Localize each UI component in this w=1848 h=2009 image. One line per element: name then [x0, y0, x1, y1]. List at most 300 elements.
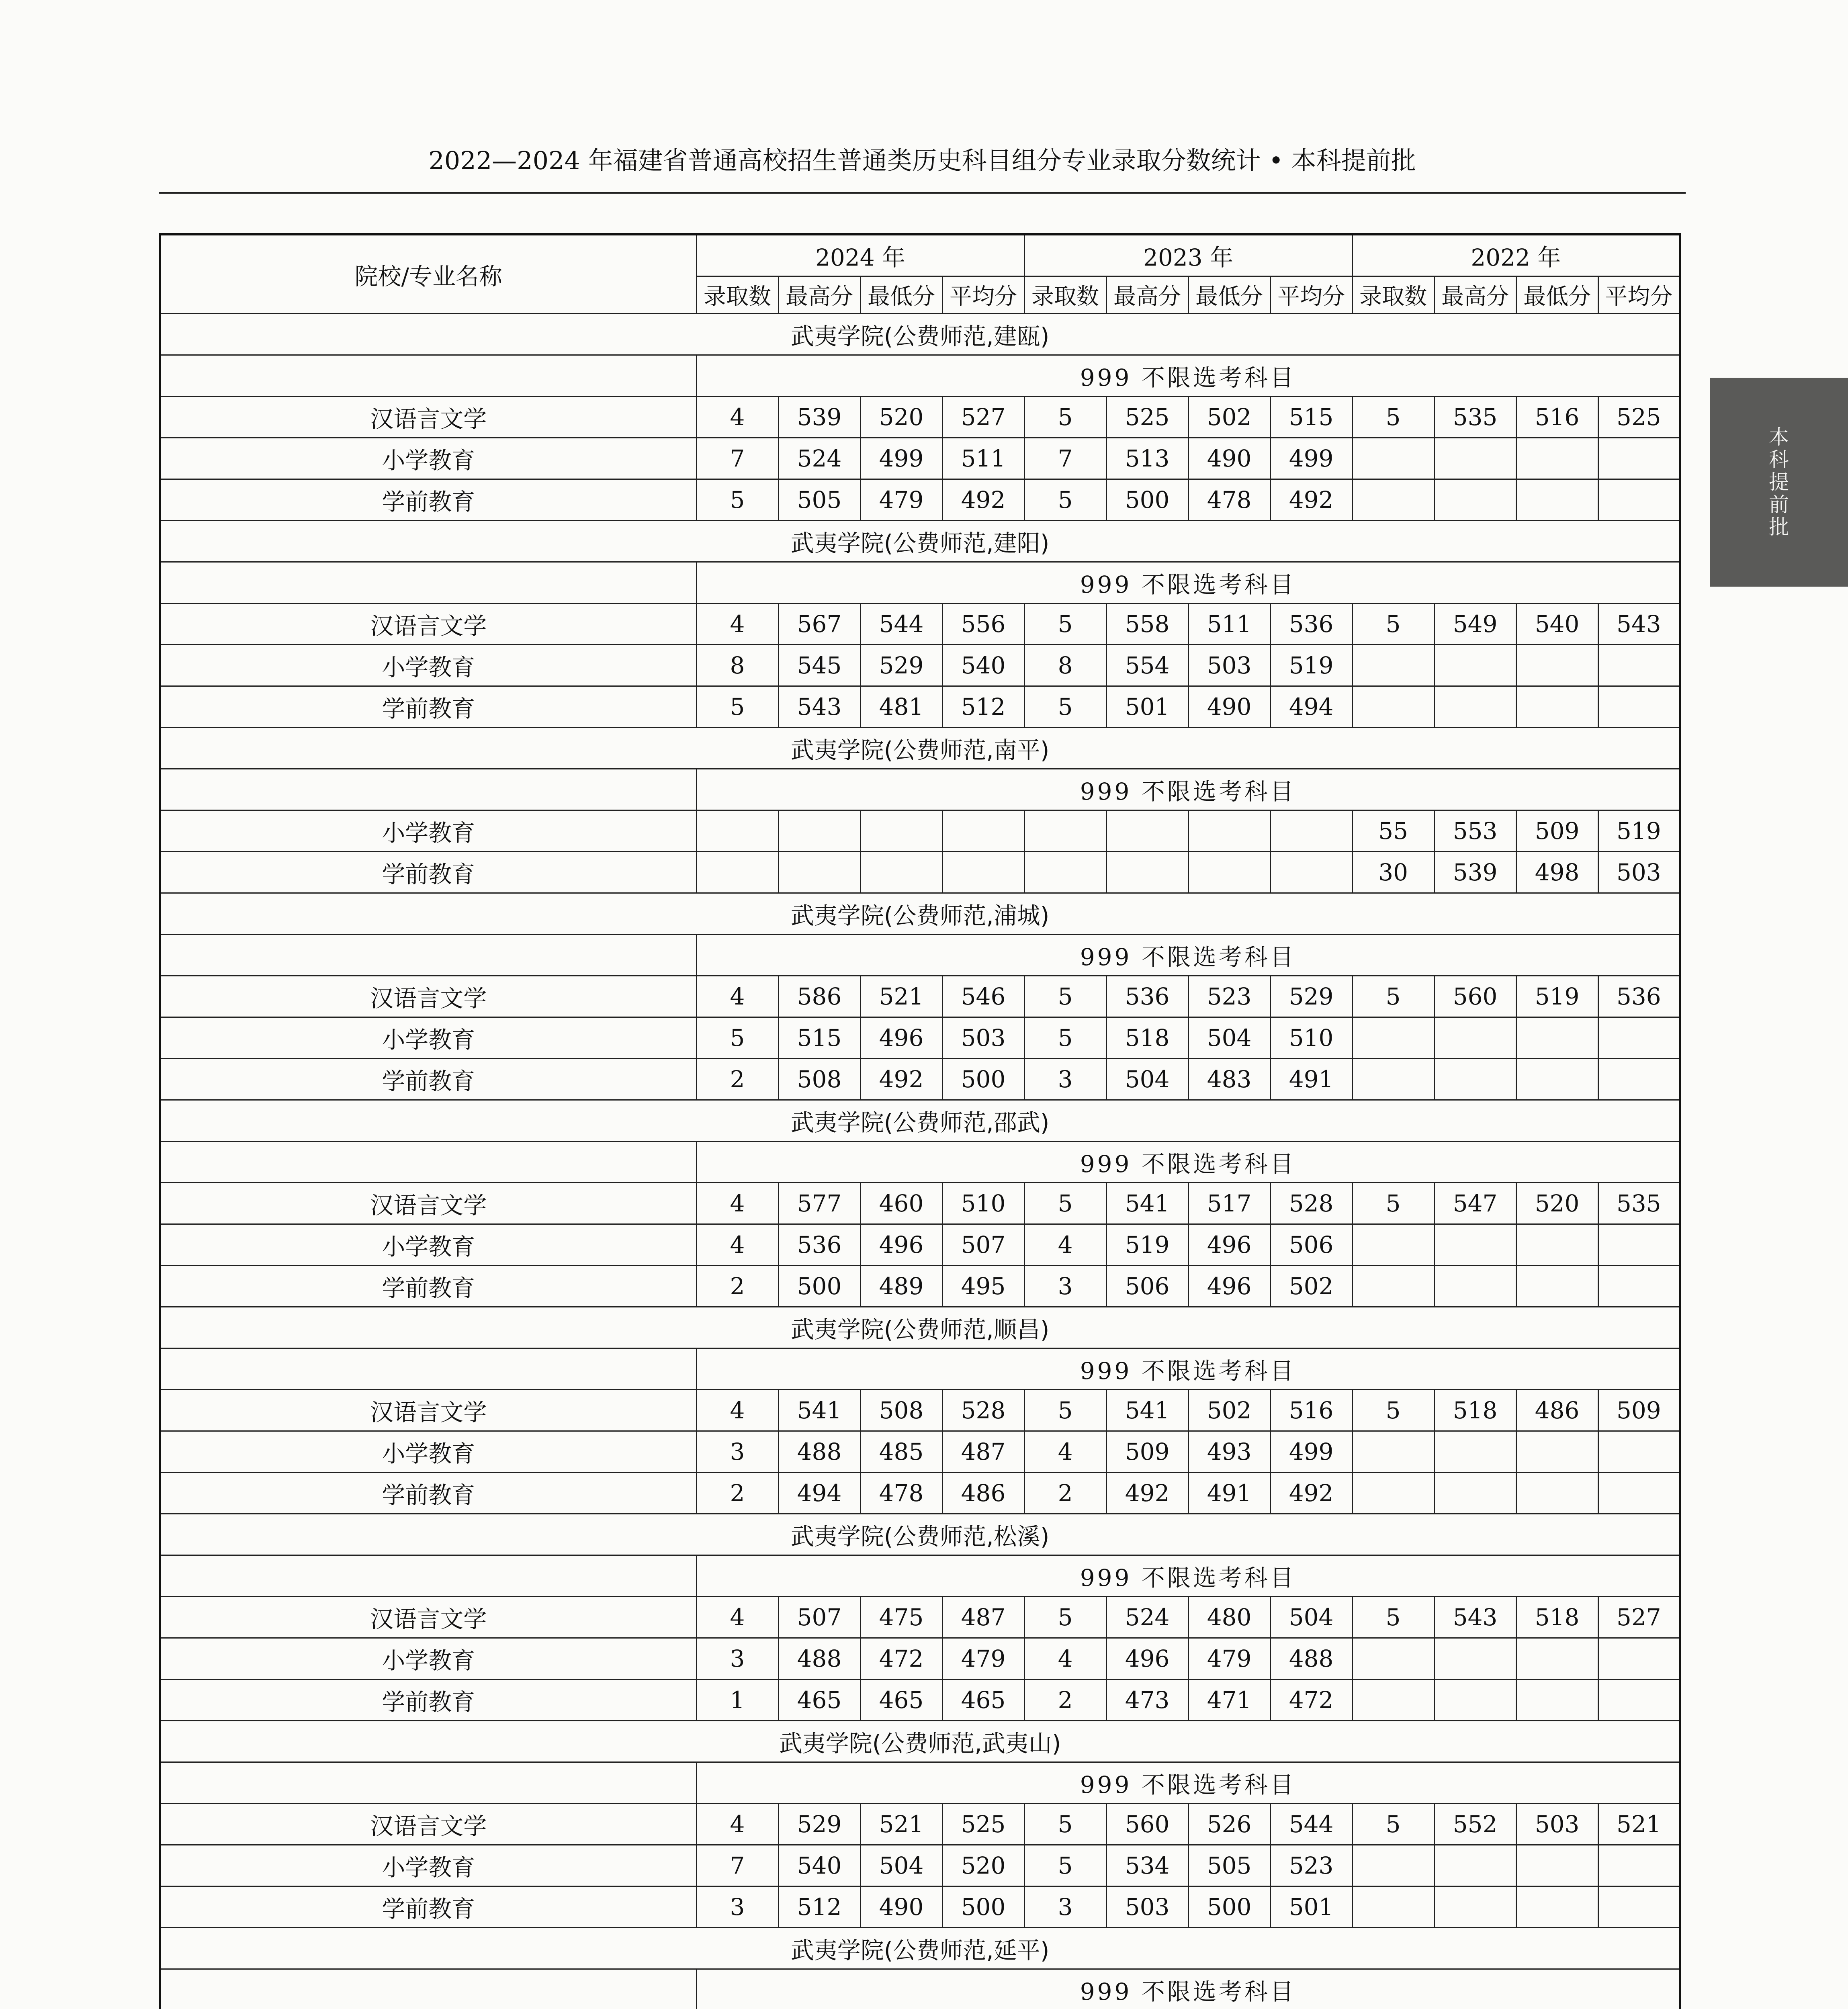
major-name: 汉语言文学 — [160, 397, 696, 438]
score-cell: 2 — [696, 1059, 778, 1100]
score-cell: 7 — [696, 1845, 778, 1886]
score-cell: 3 — [696, 1638, 778, 1680]
score-cell: 508 — [860, 1390, 942, 1431]
score-cell — [1106, 852, 1188, 893]
score-cell — [1434, 1224, 1516, 1266]
score-cell — [1516, 1886, 1598, 1928]
score-cell: 528 — [1270, 1183, 1352, 1224]
major-name: 学前教育 — [160, 1266, 696, 1307]
score-cell: 3 — [696, 1886, 778, 1928]
score-cell: 536 — [778, 1224, 860, 1266]
score-cell: 510 — [942, 1183, 1024, 1224]
score-cell: 5 — [696, 686, 778, 728]
score-cell: 503 — [942, 1017, 1024, 1059]
school-row — [160, 521, 1680, 562]
sub-header-min: 最低分 — [1516, 276, 1598, 314]
score-cell: 536 — [1270, 604, 1352, 645]
sub-header-count: 录取数 — [696, 276, 778, 314]
school-row — [160, 1721, 1680, 1762]
sub-header-max: 最高分 — [1434, 276, 1516, 314]
score-cell: 5 — [1024, 1597, 1106, 1638]
score-cell: 521 — [860, 1804, 942, 1845]
score-cell: 5 — [1024, 1804, 1106, 1845]
score-cell — [1352, 1266, 1434, 1307]
score-cell: 519 — [1106, 1224, 1188, 1266]
score-cell: 5 — [1352, 397, 1434, 438]
score-cell: 478 — [860, 1473, 942, 1514]
score-cell: 501 — [1270, 1886, 1352, 1928]
score-cell: 560 — [1434, 976, 1516, 1017]
score-cell: 546 — [942, 976, 1024, 1017]
score-cell: 3 — [1024, 1059, 1106, 1100]
score-cell — [1516, 1431, 1598, 1473]
score-cell: 472 — [860, 1638, 942, 1680]
score-cell — [1352, 1059, 1434, 1100]
major-row — [160, 1266, 1680, 1307]
subject-requirement: 999 不限选考科目 — [696, 355, 1680, 397]
subject-row — [160, 769, 1680, 810]
score-cell: 525 — [942, 1804, 1024, 1845]
score-cell: 499 — [860, 438, 942, 479]
score-cell: 541 — [1106, 1390, 1188, 1431]
score-cell — [1516, 1266, 1598, 1307]
score-cell: 30 — [1352, 852, 1434, 893]
subject-row — [160, 355, 1680, 397]
score-cell — [1188, 810, 1270, 852]
score-cell — [1434, 1266, 1516, 1307]
score-cell — [1434, 1059, 1516, 1100]
sub-header-avg: 平均分 — [942, 276, 1024, 314]
score-cell — [1434, 645, 1516, 686]
score-cell: 494 — [1270, 686, 1352, 728]
score-cell — [1598, 1638, 1680, 1680]
major-row — [160, 1473, 1680, 1514]
score-cell: 4 — [696, 1390, 778, 1431]
score-cell — [1516, 1224, 1598, 1266]
score-cell: 499 — [1270, 438, 1352, 479]
score-cell: 490 — [1188, 438, 1270, 479]
score-cell — [1598, 1266, 1680, 1307]
score-cell: 513 — [1106, 438, 1188, 479]
score-cell: 524 — [1106, 1597, 1188, 1638]
score-cell: 2 — [696, 1473, 778, 1514]
score-cell — [1598, 1224, 1680, 1266]
score-cell — [860, 852, 942, 893]
score-cell: 5 — [1024, 1845, 1106, 1886]
score-cell: 553 — [1434, 810, 1516, 852]
score-cell: 492 — [1106, 1473, 1188, 1514]
school-name: 武夷学院(公费师范,顺昌) — [160, 1307, 1680, 1348]
score-cell — [1434, 438, 1516, 479]
major-name: 汉语言文学 — [160, 1597, 696, 1638]
score-cell: 504 — [1188, 1017, 1270, 1059]
score-cell — [1516, 479, 1598, 521]
subject-requirement: 999 不限选考科目 — [696, 1762, 1680, 1804]
score-cell: 505 — [1188, 1845, 1270, 1886]
score-cell: 472 — [1270, 1680, 1352, 1721]
major-row — [160, 976, 1680, 1017]
subject-requirement: 999 不限选考科目 — [696, 1348, 1680, 1390]
score-cell: 480 — [1188, 1597, 1270, 1638]
score-cell — [1598, 1886, 1680, 1928]
score-cell: 8 — [696, 645, 778, 686]
major-name: 小学教育 — [160, 1017, 696, 1059]
score-cell: 465 — [778, 1680, 860, 1721]
subject-spacer-cell — [160, 1555, 696, 1597]
score-cell: 7 — [696, 438, 778, 479]
score-cell: 3 — [1024, 1266, 1106, 1307]
score-cell: 543 — [1598, 604, 1680, 645]
score-cell: 543 — [778, 686, 860, 728]
score-cell: 5 — [696, 1017, 778, 1059]
score-cell: 535 — [1434, 397, 1516, 438]
score-cell: 471 — [1188, 1680, 1270, 1721]
score-cell — [1352, 479, 1434, 521]
score-cell: 510 — [1270, 1017, 1352, 1059]
score-cell: 518 — [1516, 1597, 1598, 1638]
major-name: 小学教育 — [160, 438, 696, 479]
score-cell: 552 — [1434, 1804, 1516, 1845]
score-cell: 475 — [860, 1597, 942, 1638]
major-name: 学前教育 — [160, 852, 696, 893]
score-cell — [1434, 479, 1516, 521]
score-cell — [1434, 1845, 1516, 1886]
major-row — [160, 1886, 1680, 1928]
major-row — [160, 810, 1680, 852]
major-row — [160, 1224, 1680, 1266]
score-cell: 2 — [1024, 1680, 1106, 1721]
score-cell — [1434, 1473, 1516, 1514]
major-name: 学前教育 — [160, 1059, 696, 1100]
score-cell — [860, 810, 942, 852]
score-cell: 515 — [1270, 397, 1352, 438]
score-cell: 492 — [1270, 1473, 1352, 1514]
score-cell: 511 — [942, 438, 1024, 479]
subject-spacer-cell — [160, 1969, 696, 2009]
year-header-2022: 2022 年 — [1352, 234, 1680, 276]
sub-header-min: 最低分 — [860, 276, 942, 314]
score-cell: 5 — [1352, 1390, 1434, 1431]
score-cell — [1270, 810, 1352, 852]
score-cell: 503 — [1516, 1804, 1598, 1845]
score-cell: 504 — [1106, 1059, 1188, 1100]
score-cell — [1598, 1017, 1680, 1059]
subject-spacer-cell — [160, 1142, 696, 1183]
score-cell — [1516, 645, 1598, 686]
score-cell: 512 — [942, 686, 1024, 728]
major-name: 小学教育 — [160, 1638, 696, 1680]
score-cell — [1516, 438, 1598, 479]
sub-header-max: 最高分 — [778, 276, 860, 314]
score-cell — [1516, 1680, 1598, 1721]
major-row — [160, 479, 1680, 521]
sub-header-count: 录取数 — [1024, 276, 1106, 314]
admission-score-table — [159, 233, 1681, 2009]
subject-spacer-cell — [160, 769, 696, 810]
subject-requirement: 999 不限选考科目 — [696, 562, 1680, 604]
score-cell: 3 — [696, 1431, 778, 1473]
score-cell — [1516, 1845, 1598, 1886]
score-cell: 540 — [1516, 604, 1598, 645]
score-cell: 465 — [860, 1680, 942, 1721]
school-name: 武夷学院(公费师范,浦城) — [160, 893, 1680, 935]
major-row — [160, 604, 1680, 645]
score-cell: 5 — [1024, 604, 1106, 645]
score-cell: 4 — [1024, 1431, 1106, 1473]
score-cell: 496 — [860, 1017, 942, 1059]
score-cell: 499 — [1270, 1431, 1352, 1473]
school-name: 武夷学院(公费师范,邵武) — [160, 1100, 1680, 1142]
score-cell: 525 — [1598, 397, 1680, 438]
major-row — [160, 1390, 1680, 1431]
score-cell: 479 — [860, 479, 942, 521]
score-cell: 55 — [1352, 810, 1434, 852]
score-cell: 529 — [860, 645, 942, 686]
major-name: 汉语言文学 — [160, 976, 696, 1017]
school-name: 武夷学院(公费师范,松溪) — [160, 1514, 1680, 1555]
subject-row — [160, 935, 1680, 976]
score-cell: 4 — [696, 604, 778, 645]
score-cell: 496 — [860, 1224, 942, 1266]
score-cell: 547 — [1434, 1183, 1516, 1224]
score-cell: 495 — [942, 1266, 1024, 1307]
score-cell: 521 — [860, 976, 942, 1017]
school-row — [160, 1928, 1680, 1969]
subject-spacer-cell — [160, 935, 696, 976]
score-cell: 5 — [1352, 1183, 1434, 1224]
subject-requirement: 999 不限选考科目 — [696, 769, 1680, 810]
score-cell: 535 — [1598, 1183, 1680, 1224]
school-row — [160, 1514, 1680, 1555]
score-cell: 519 — [1516, 976, 1598, 1017]
sub-header-avg: 平均分 — [1270, 276, 1352, 314]
major-name: 汉语言文学 — [160, 1390, 696, 1431]
major-row — [160, 1845, 1680, 1886]
side-section-tab — [1710, 378, 1848, 587]
score-cell: 487 — [942, 1597, 1024, 1638]
score-cell: 4 — [696, 976, 778, 1017]
table-body — [160, 314, 1680, 2009]
score-cell: 519 — [1270, 645, 1352, 686]
score-cell: 493 — [1188, 1431, 1270, 1473]
score-cell: 4 — [696, 1183, 778, 1224]
score-cell: 5 — [1352, 976, 1434, 1017]
score-cell: 523 — [1270, 1845, 1352, 1886]
score-cell: 478 — [1188, 479, 1270, 521]
score-cell: 4 — [1024, 1224, 1106, 1266]
major-name: 学前教育 — [160, 1680, 696, 1721]
score-cell: 503 — [1106, 1886, 1188, 1928]
score-cell: 536 — [1598, 976, 1680, 1017]
score-cell: 5 — [1352, 604, 1434, 645]
score-cell: 507 — [942, 1224, 1024, 1266]
score-cell: 490 — [1188, 686, 1270, 728]
major-name: 学前教育 — [160, 479, 696, 521]
table-header — [160, 234, 1680, 314]
score-cell — [1598, 1431, 1680, 1473]
score-cell: 586 — [778, 976, 860, 1017]
page-header: 2022—2024 年福建省普通高校招生普通类历史科目组分专业录取分数统计 • 本科提前批 — [428, 146, 1416, 175]
score-cell: 503 — [1598, 852, 1680, 893]
major-name: 汉语言文学 — [160, 1183, 696, 1224]
score-cell: 518 — [1106, 1017, 1188, 1059]
subject-spacer-cell — [160, 355, 696, 397]
score-cell: 525 — [1106, 397, 1188, 438]
major-name: 学前教育 — [160, 1886, 696, 1928]
score-cell: 520 — [942, 1845, 1024, 1886]
major-row — [160, 645, 1680, 686]
score-cell — [1024, 810, 1106, 852]
score-cell: 516 — [1516, 397, 1598, 438]
score-cell — [1352, 1845, 1434, 1886]
score-cell — [1352, 1638, 1434, 1680]
score-cell: 511 — [1188, 604, 1270, 645]
score-cell: 486 — [942, 1473, 1024, 1514]
score-cell — [1434, 686, 1516, 728]
score-cell — [1352, 1473, 1434, 1514]
subject-requirement: 999 不限选考科目 — [696, 1969, 1680, 2009]
score-cell: 502 — [1188, 397, 1270, 438]
school-name: 武夷学院(公费师范,建瓯) — [160, 314, 1680, 355]
score-cell: 520 — [1516, 1183, 1598, 1224]
score-cell: 540 — [778, 1845, 860, 1886]
score-cell — [1434, 1680, 1516, 1721]
score-cell — [1598, 1680, 1680, 1721]
score-cell — [696, 852, 778, 893]
score-cell: 509 — [1106, 1431, 1188, 1473]
subject-row — [160, 1142, 1680, 1183]
score-cell: 492 — [942, 479, 1024, 521]
school-name: 武夷学院(公费师范,武夷山) — [160, 1721, 1680, 1762]
score-cell: 489 — [860, 1266, 942, 1307]
score-cell: 507 — [778, 1597, 860, 1638]
score-cell: 491 — [1188, 1473, 1270, 1514]
score-cell — [1598, 1845, 1680, 1886]
major-row — [160, 1597, 1680, 1638]
major-row — [160, 1431, 1680, 1473]
score-cell: 5 — [1024, 397, 1106, 438]
score-cell: 500 — [778, 1266, 860, 1307]
score-cell — [1598, 1059, 1680, 1100]
major-row — [160, 852, 1680, 893]
score-cell — [1352, 1224, 1434, 1266]
score-cell — [1516, 1017, 1598, 1059]
major-name: 汉语言文学 — [160, 604, 696, 645]
score-cell: 518 — [1434, 1390, 1516, 1431]
name-column-header: 院校/专业名称 — [160, 234, 696, 314]
subject-row — [160, 1762, 1680, 1804]
score-cell: 500 — [1188, 1886, 1270, 1928]
score-cell: 3 — [1024, 1886, 1106, 1928]
score-cell: 5 — [1024, 1017, 1106, 1059]
score-cell — [1352, 438, 1434, 479]
score-cell: 492 — [1270, 479, 1352, 521]
score-cell: 4 — [1024, 1638, 1106, 1680]
sub-header-count: 录取数 — [1352, 276, 1434, 314]
score-cell: 509 — [1516, 810, 1598, 852]
score-cell: 494 — [778, 1473, 860, 1514]
score-cell: 4 — [696, 1597, 778, 1638]
subject-row — [160, 562, 1680, 604]
subject-requirement: 999 不限选考科目 — [696, 935, 1680, 976]
score-cell: 7 — [1024, 438, 1106, 479]
score-cell — [1598, 686, 1680, 728]
school-row — [160, 1100, 1680, 1142]
score-cell: 554 — [1106, 645, 1188, 686]
major-name: 小学教育 — [160, 810, 696, 852]
score-cell: 504 — [1270, 1597, 1352, 1638]
score-cell — [1352, 686, 1434, 728]
score-cell: 512 — [778, 1886, 860, 1928]
score-cell: 523 — [1188, 976, 1270, 1017]
score-cell: 521 — [1598, 1804, 1680, 1845]
score-cell: 498 — [1516, 852, 1598, 893]
score-cell: 544 — [860, 604, 942, 645]
score-cell — [1434, 1431, 1516, 1473]
score-cell: 506 — [1270, 1224, 1352, 1266]
score-cell: 516 — [1270, 1390, 1352, 1431]
score-cell: 500 — [1106, 479, 1188, 521]
score-cell — [1106, 810, 1188, 852]
score-cell: 500 — [942, 1886, 1024, 1928]
school-name: 武夷学院(公费师范,延平) — [160, 1928, 1680, 1969]
score-cell — [1352, 645, 1434, 686]
score-cell: 556 — [942, 604, 1024, 645]
score-cell — [1352, 1680, 1434, 1721]
score-cell: 508 — [778, 1059, 860, 1100]
score-cell — [696, 810, 778, 852]
score-cell — [942, 852, 1024, 893]
score-cell: 490 — [860, 1886, 942, 1928]
header-rule — [159, 192, 1686, 194]
score-cell: 540 — [942, 645, 1024, 686]
major-row — [160, 686, 1680, 728]
score-cell: 479 — [942, 1638, 1024, 1680]
score-cell: 491 — [1270, 1059, 1352, 1100]
score-cell: 8 — [1024, 645, 1106, 686]
score-cell: 5 — [696, 479, 778, 521]
score-cell: 2 — [696, 1266, 778, 1307]
major-name: 汉语言文学 — [160, 1804, 696, 1845]
year-header-2023: 2023 年 — [1024, 234, 1352, 276]
score-cell: 481 — [860, 686, 942, 728]
score-cell: 479 — [1188, 1638, 1270, 1680]
major-row — [160, 1680, 1680, 1721]
score-cell: 460 — [860, 1183, 942, 1224]
score-cell: 503 — [1188, 645, 1270, 686]
score-cell — [1516, 686, 1598, 728]
score-cell: 487 — [942, 1431, 1024, 1473]
score-cell — [778, 852, 860, 893]
school-row — [160, 1307, 1680, 1348]
score-cell: 526 — [1188, 1804, 1270, 1845]
score-cell — [1598, 479, 1680, 521]
major-name: 小学教育 — [160, 1224, 696, 1266]
score-cell: 549 — [1434, 604, 1516, 645]
subject-row — [160, 1348, 1680, 1390]
score-cell: 539 — [778, 397, 860, 438]
score-cell: 534 — [1106, 1845, 1188, 1886]
score-cell: 5 — [1024, 976, 1106, 1017]
score-cell: 524 — [778, 438, 860, 479]
score-cell: 517 — [1188, 1183, 1270, 1224]
side-section-tab-label: 本科提前批 — [1769, 426, 1789, 539]
score-cell: 541 — [1106, 1183, 1188, 1224]
score-cell — [1434, 1017, 1516, 1059]
major-name: 学前教育 — [160, 1473, 696, 1514]
score-cell — [1024, 852, 1106, 893]
score-cell — [1188, 852, 1270, 893]
